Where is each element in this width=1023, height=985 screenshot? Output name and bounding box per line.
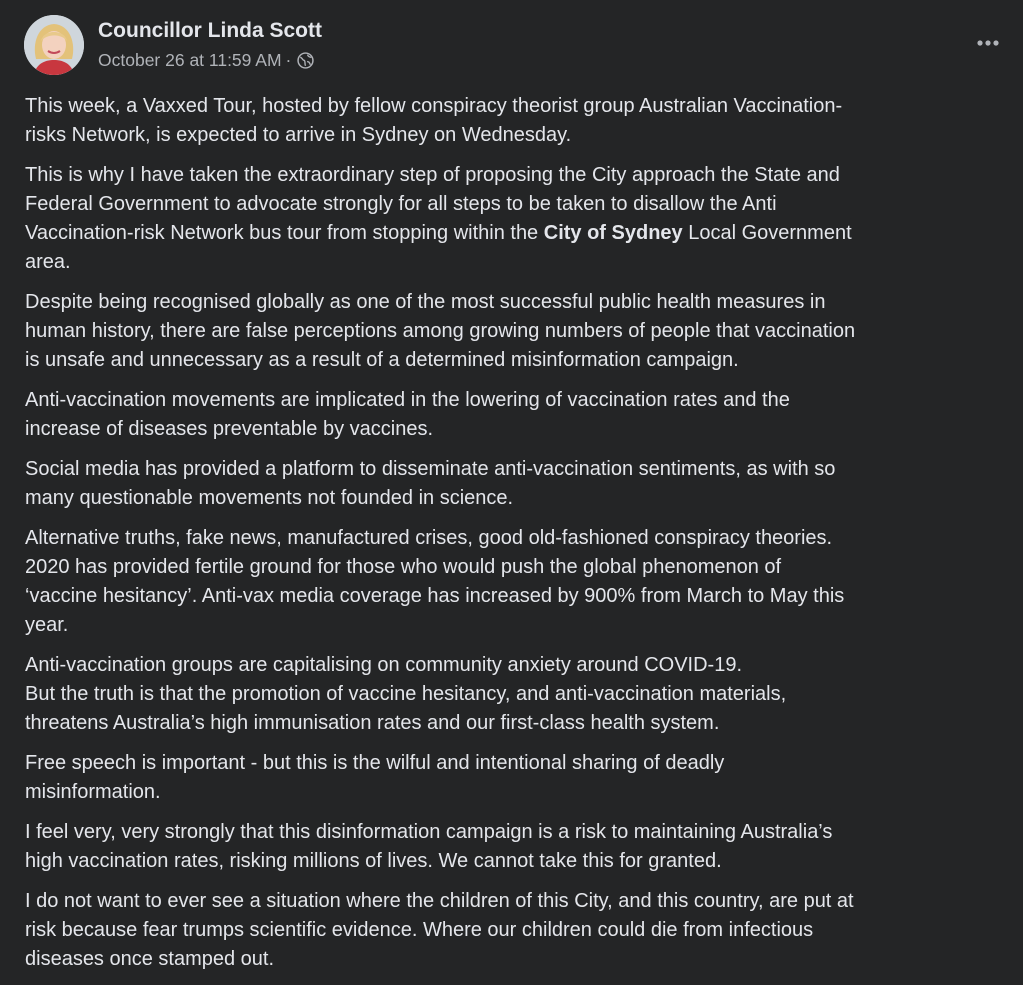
paragraph-line: risks Network, is expected to arrive in Sydney on Wednesday. [25,124,572,146]
paragraph-line: This week, a Vaxxed Tour, hosted by fellow conspiracy theorist group Australian Vaccination- [25,95,843,117]
paragraph-8 [25,749,1010,807]
paragraph-line: Anti-vaccination groups are capitalising on community anxiety around COVID-19. [25,654,743,676]
paragraph-line: human history, there are false perceptions among growing numbers of people that vaccination [25,320,856,342]
more-options-icon [976,39,1000,47]
paragraph-6 [25,524,1010,640]
paragraph-4 [25,386,1010,444]
paragraph-line: But the truth is that the promotion of vaccine hesitancy, and anti-vaccination materials, [25,683,787,705]
paragraph-line: ‘vaccine hesitancy’. Anti-vax media coverage has increased by 900% from March to May this [25,585,845,607]
paragraph-line: misinformation. [25,781,161,803]
post-body [25,92,1010,985]
paragraph-line: Free speech is important - but this is the wilful and intentional sharing of deadly [25,752,725,774]
paragraph-line: high vaccination rates, risking millions of lives. We cannot take this for granted. [25,850,722,872]
paragraph-1 [25,92,1010,150]
paragraph-line: 2020 has provided fertile ground for those who would push the global phenomenon of [25,556,782,578]
paragraph-line: area. [25,251,71,273]
paragraph-3 [25,288,1010,375]
post-header [24,15,999,77]
paragraph-line: is unsafe and unnecessary as a result of a determined misinformation campaign. [25,349,739,371]
paragraph-line: Alternative truths, fake news, manufactured crises, good old-fashioned conspiracy theories. [25,527,833,549]
paragraph-line: I feel very, very strongly that this disinformation campaign is a risk to maintaining Australia’s [25,821,833,843]
paragraph-2 [25,161,1010,277]
paragraph-line: increase of diseases preventable by vaccines. [25,418,434,440]
paragraph-9 [25,818,1010,876]
paragraph-line: Social media has provided a platform to disseminate anti-vaccination sentiments, as with so [25,458,836,480]
paragraph-line [25,219,1010,248]
text-run: Local Government [682,222,852,244]
paragraph-line: Anti-vaccination movements are implicated in the lowering of vaccination rates and the [25,389,790,411]
paragraph-line: many questionable movements not founded in science. [25,487,514,509]
paragraph-5 [25,455,1010,513]
more-options-button[interactable] [972,31,1004,55]
paragraph-line: risk because fear trumps scientific evidence. Where our children could die from infectious [25,919,814,941]
paragraph-line: diseases once stamped out. [25,948,275,970]
paragraph-line: This is why I have taken the extraordinary step of proposing the City approach the State and [25,164,840,186]
paragraph-line: threatens Australia’s high immunisation rates and our first-class health system. [25,712,720,734]
paragraph-line: I do not want to ever see a situation where the children of this City, and this country, are put at [25,890,854,912]
avatar-portrait-icon [24,15,84,75]
paragraph-line: Federal Government to advocate strongly for all steps to be taken to disallow the Anti [25,193,777,215]
globe-icon[interactable] [297,52,314,69]
text-run: Vaccination-risk Network bus tour from stopping within the [25,222,544,244]
meta-separator: · [285,50,292,70]
author-avatar[interactable] [24,15,84,75]
author-name[interactable]: Councillor Linda Scott [98,19,322,42]
city-of-sydney-link[interactable]: City of Sydney [543,222,683,244]
paragraph-10 [25,887,1010,974]
post-timestamp[interactable]: October 26 at 11:59 AM [98,50,282,70]
paragraph-line: year. [25,614,69,636]
post-meta [98,50,314,71]
paragraph-line: Despite being recognised globally as one of the most successful public health measures in [25,291,826,313]
paragraph-7 [25,651,1010,738]
